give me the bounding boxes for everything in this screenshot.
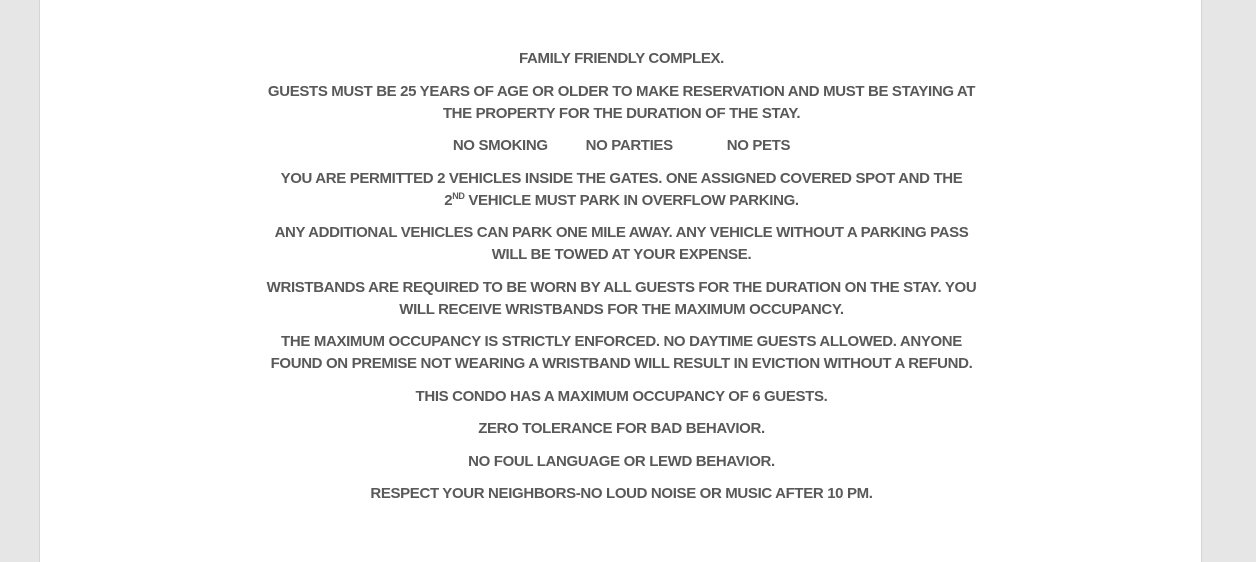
no-pets-rule: NO PETS bbox=[726, 137, 791, 154]
additional-vehicles-paragraph bbox=[252, 222, 992, 266]
age-requirement-line-1: GUESTS MUST BE 25 YEARS OF AGE OR OLDER TO MAKE RESERVATION AND MUST BE STAYING AT bbox=[267, 82, 976, 100]
respect-neighbors-line bbox=[252, 483, 992, 505]
zero-tolerance-line bbox=[252, 418, 992, 440]
respect-neighbors-text: RESPECT YOUR NEIGHBORS-NO LOUD NOISE OR MUSIC AFTER 10 PM. bbox=[370, 485, 873, 502]
age-requirement-paragraph bbox=[252, 81, 992, 125]
occupancy-paragraph bbox=[252, 331, 992, 375]
wristbands-line-1: WRISTBANDS ARE REQUIRED TO BE WORN BY ALL GUESTS FOR THE DURATION ON THE STAY. YOU bbox=[266, 278, 977, 296]
occupancy-line-2: FOUND ON PREMISE NOT WEARING A WRISTBAND WILL RESULT IN EVICTION WITHOUT A REFUND. bbox=[270, 355, 973, 372]
no-parties-rule: NO PARTIES bbox=[585, 137, 673, 154]
zero-tolerance-text: ZERO TOLERANCE FOR BAD BEHAVIOR. bbox=[478, 420, 765, 437]
occupancy-line-1: THE MAXIMUM OCCUPANCY IS STRICTLY ENFORCED. NO DAYTIME GUESTS ALLOWED. ANYONE bbox=[281, 333, 962, 350]
vehicles-paragraph bbox=[252, 168, 992, 212]
document-body bbox=[40, 48, 1203, 516]
additional-vehicles-line-1: ANY ADDITIONAL VEHICLES CAN PARK ONE MILE AWAY. ANY VEHICLE WITHOUT A PARKING PASS bbox=[274, 224, 969, 241]
vehicles-ordinal-number: 2 bbox=[444, 191, 453, 209]
wristbands-paragraph bbox=[252, 277, 992, 321]
family-friendly-line bbox=[252, 48, 992, 70]
family-friendly-text: FAMILY FRIENDLY COMPLEX. bbox=[519, 50, 724, 67]
wristbands-line-2: WILL RECEIVE WRISTBANDS FOR THE MAXIMUM OCCUPANCY. bbox=[399, 300, 844, 318]
document-page bbox=[39, 0, 1202, 562]
max-guests-line bbox=[252, 386, 992, 408]
house-rules-row bbox=[252, 135, 992, 157]
foul-language-text: NO FOUL LANGUAGE OR LEWD BEHAVIOR. bbox=[468, 452, 775, 470]
vehicles-ordinal-suffix: ND bbox=[452, 190, 465, 201]
additional-vehicles-line-2: WILL BE TOWED AT YOUR EXPENSE. bbox=[491, 246, 752, 263]
vehicles-line-1: YOU ARE PERMITTED 2 VEHICLES INSIDE THE GATES. ONE ASSIGNED COVERED SPOT AND THE bbox=[280, 169, 963, 187]
no-smoking-rule: NO SMOKING bbox=[452, 137, 548, 154]
age-requirement-line-2: THE PROPERTY FOR THE DURATION OF THE STAY. bbox=[442, 104, 801, 122]
foul-language-line bbox=[252, 451, 992, 473]
max-guests-text: THIS CONDO HAS A MAXIMUM OCCUPANCY OF 6 GUESTS. bbox=[415, 387, 828, 405]
vehicles-line-2: VEHICLE MUST PARK IN OVERFLOW PARKING. bbox=[464, 191, 799, 209]
